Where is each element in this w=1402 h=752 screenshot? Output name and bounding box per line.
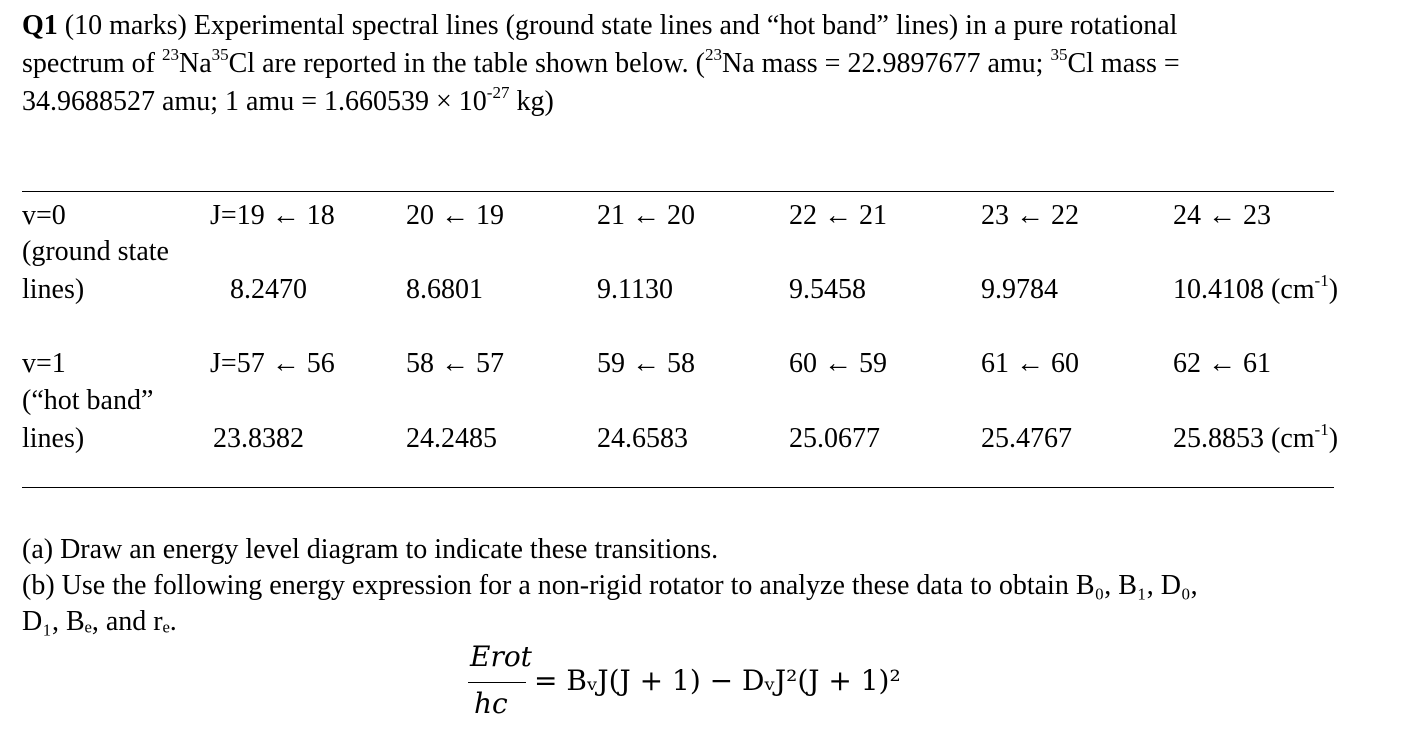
- ground-value-2: 8.6801: [406, 274, 483, 305]
- ground-transition-4: 22 ← 21: [789, 200, 887, 231]
- ground-transition-6: 24 ← 23: [1173, 200, 1271, 231]
- cl-mass-number: 35: [211, 45, 229, 64]
- cl-mass-text: Cl mass =: [1067, 48, 1180, 79]
- unit-text: (cm: [1264, 274, 1315, 305]
- ground-value-5: 9.9784: [981, 274, 1058, 305]
- hot-value-2: 24.2485: [406, 423, 497, 454]
- question-intro: Experimental spectral lines (ground state lines and “hot band” lines) in a pure rotational: [193, 10, 1178, 41]
- question-marks: (10 marks): [64, 10, 187, 41]
- hot-value-6: [1173, 420, 1339, 454]
- formula-rhs: = BᵥJ(J + 1) − DᵥJ²(J + 1)²: [534, 664, 901, 697]
- unit-text: ): [1328, 423, 1339, 454]
- ground-transition-5: 23 ← 22: [981, 200, 1079, 231]
- unit-text: ): [1328, 274, 1339, 305]
- ground-label-1: v=0: [22, 200, 66, 231]
- amu-exponent: -27: [486, 83, 510, 102]
- unit-exponent: -1: [1314, 420, 1329, 439]
- ground-label-3: lines): [22, 274, 85, 305]
- ground-value-6-number: 10.4108: [1173, 274, 1264, 305]
- part-b-line-1: (b) Use the following energy expression for a non-rigid rotator to analyze these data to obtain B₀, B₁, D₀,: [22, 570, 1198, 601]
- hot-transition-4: 60 ← 59: [789, 348, 887, 379]
- hot-label-2: (“hot band”: [22, 385, 154, 416]
- cl-symbol: Cl: [228, 48, 256, 79]
- part-b-line-2: D₁, Bₑ, and rₑ.: [22, 606, 177, 637]
- unit-exponent: -1: [1314, 271, 1329, 290]
- formula-numerator: Erot: [470, 640, 532, 673]
- na-mass-text: Na mass = 22.9897677 amu;: [722, 48, 1051, 79]
- hot-transition-3: 59 ← 58: [597, 348, 695, 379]
- ground-value-1: 8.2470: [230, 274, 307, 305]
- table-top-rule: [22, 191, 1334, 192]
- na-symbol: Na: [178, 48, 212, 79]
- table-bottom-rule: [22, 487, 1334, 488]
- hot-value-4: 25.0677: [789, 423, 880, 454]
- na-mass-number: 23: [705, 45, 723, 64]
- hot-transition-6: 62 ← 61: [1173, 348, 1271, 379]
- na-mass-number: 23: [161, 45, 179, 64]
- ground-value-4: 9.5458: [789, 274, 866, 305]
- ground-label-2: (ground state: [22, 236, 169, 267]
- ground-transition-2: 20 ← 19: [406, 200, 504, 231]
- hot-value-6-number: 25.8853: [1173, 423, 1264, 454]
- formula-fraction-bar: [468, 682, 526, 683]
- unit-text: (cm: [1264, 423, 1315, 454]
- ground-value-6: [1173, 271, 1339, 305]
- question-number: Q1: [22, 10, 58, 41]
- hot-value-5: 25.4767: [981, 423, 1072, 454]
- hot-label-3: lines): [22, 423, 85, 454]
- hot-value-1: 23.8382: [213, 423, 304, 454]
- question-text: spectrum of: [22, 48, 162, 79]
- question-line-3: [22, 83, 554, 117]
- question-text: are reported in the table shown below. (: [255, 48, 706, 79]
- hot-value-3: 24.6583: [597, 423, 688, 454]
- hot-transition-1: J=57 ← 56: [210, 348, 335, 379]
- hot-label-1: v=1: [22, 348, 66, 379]
- ground-transition-1: J=19 ← 18: [210, 200, 335, 231]
- question-text: kg): [509, 86, 554, 117]
- hot-transition-2: 58 ← 57: [406, 348, 504, 379]
- question-line-1: [22, 12, 1177, 40]
- ground-transition-3: 21 ← 20: [597, 200, 695, 231]
- question-line-2: [22, 45, 1180, 79]
- question-text: 34.9688527 amu; 1 amu = 1.660539 × 10: [22, 86, 487, 117]
- ground-value-3: 9.1130: [597, 274, 673, 305]
- part-a: (a) Draw an energy level diagram to indicate these transitions.: [22, 534, 719, 565]
- hot-transition-5: 61 ← 60: [981, 348, 1079, 379]
- formula-denominator: hc: [474, 687, 508, 720]
- cl-mass-number: 35: [1050, 45, 1068, 64]
